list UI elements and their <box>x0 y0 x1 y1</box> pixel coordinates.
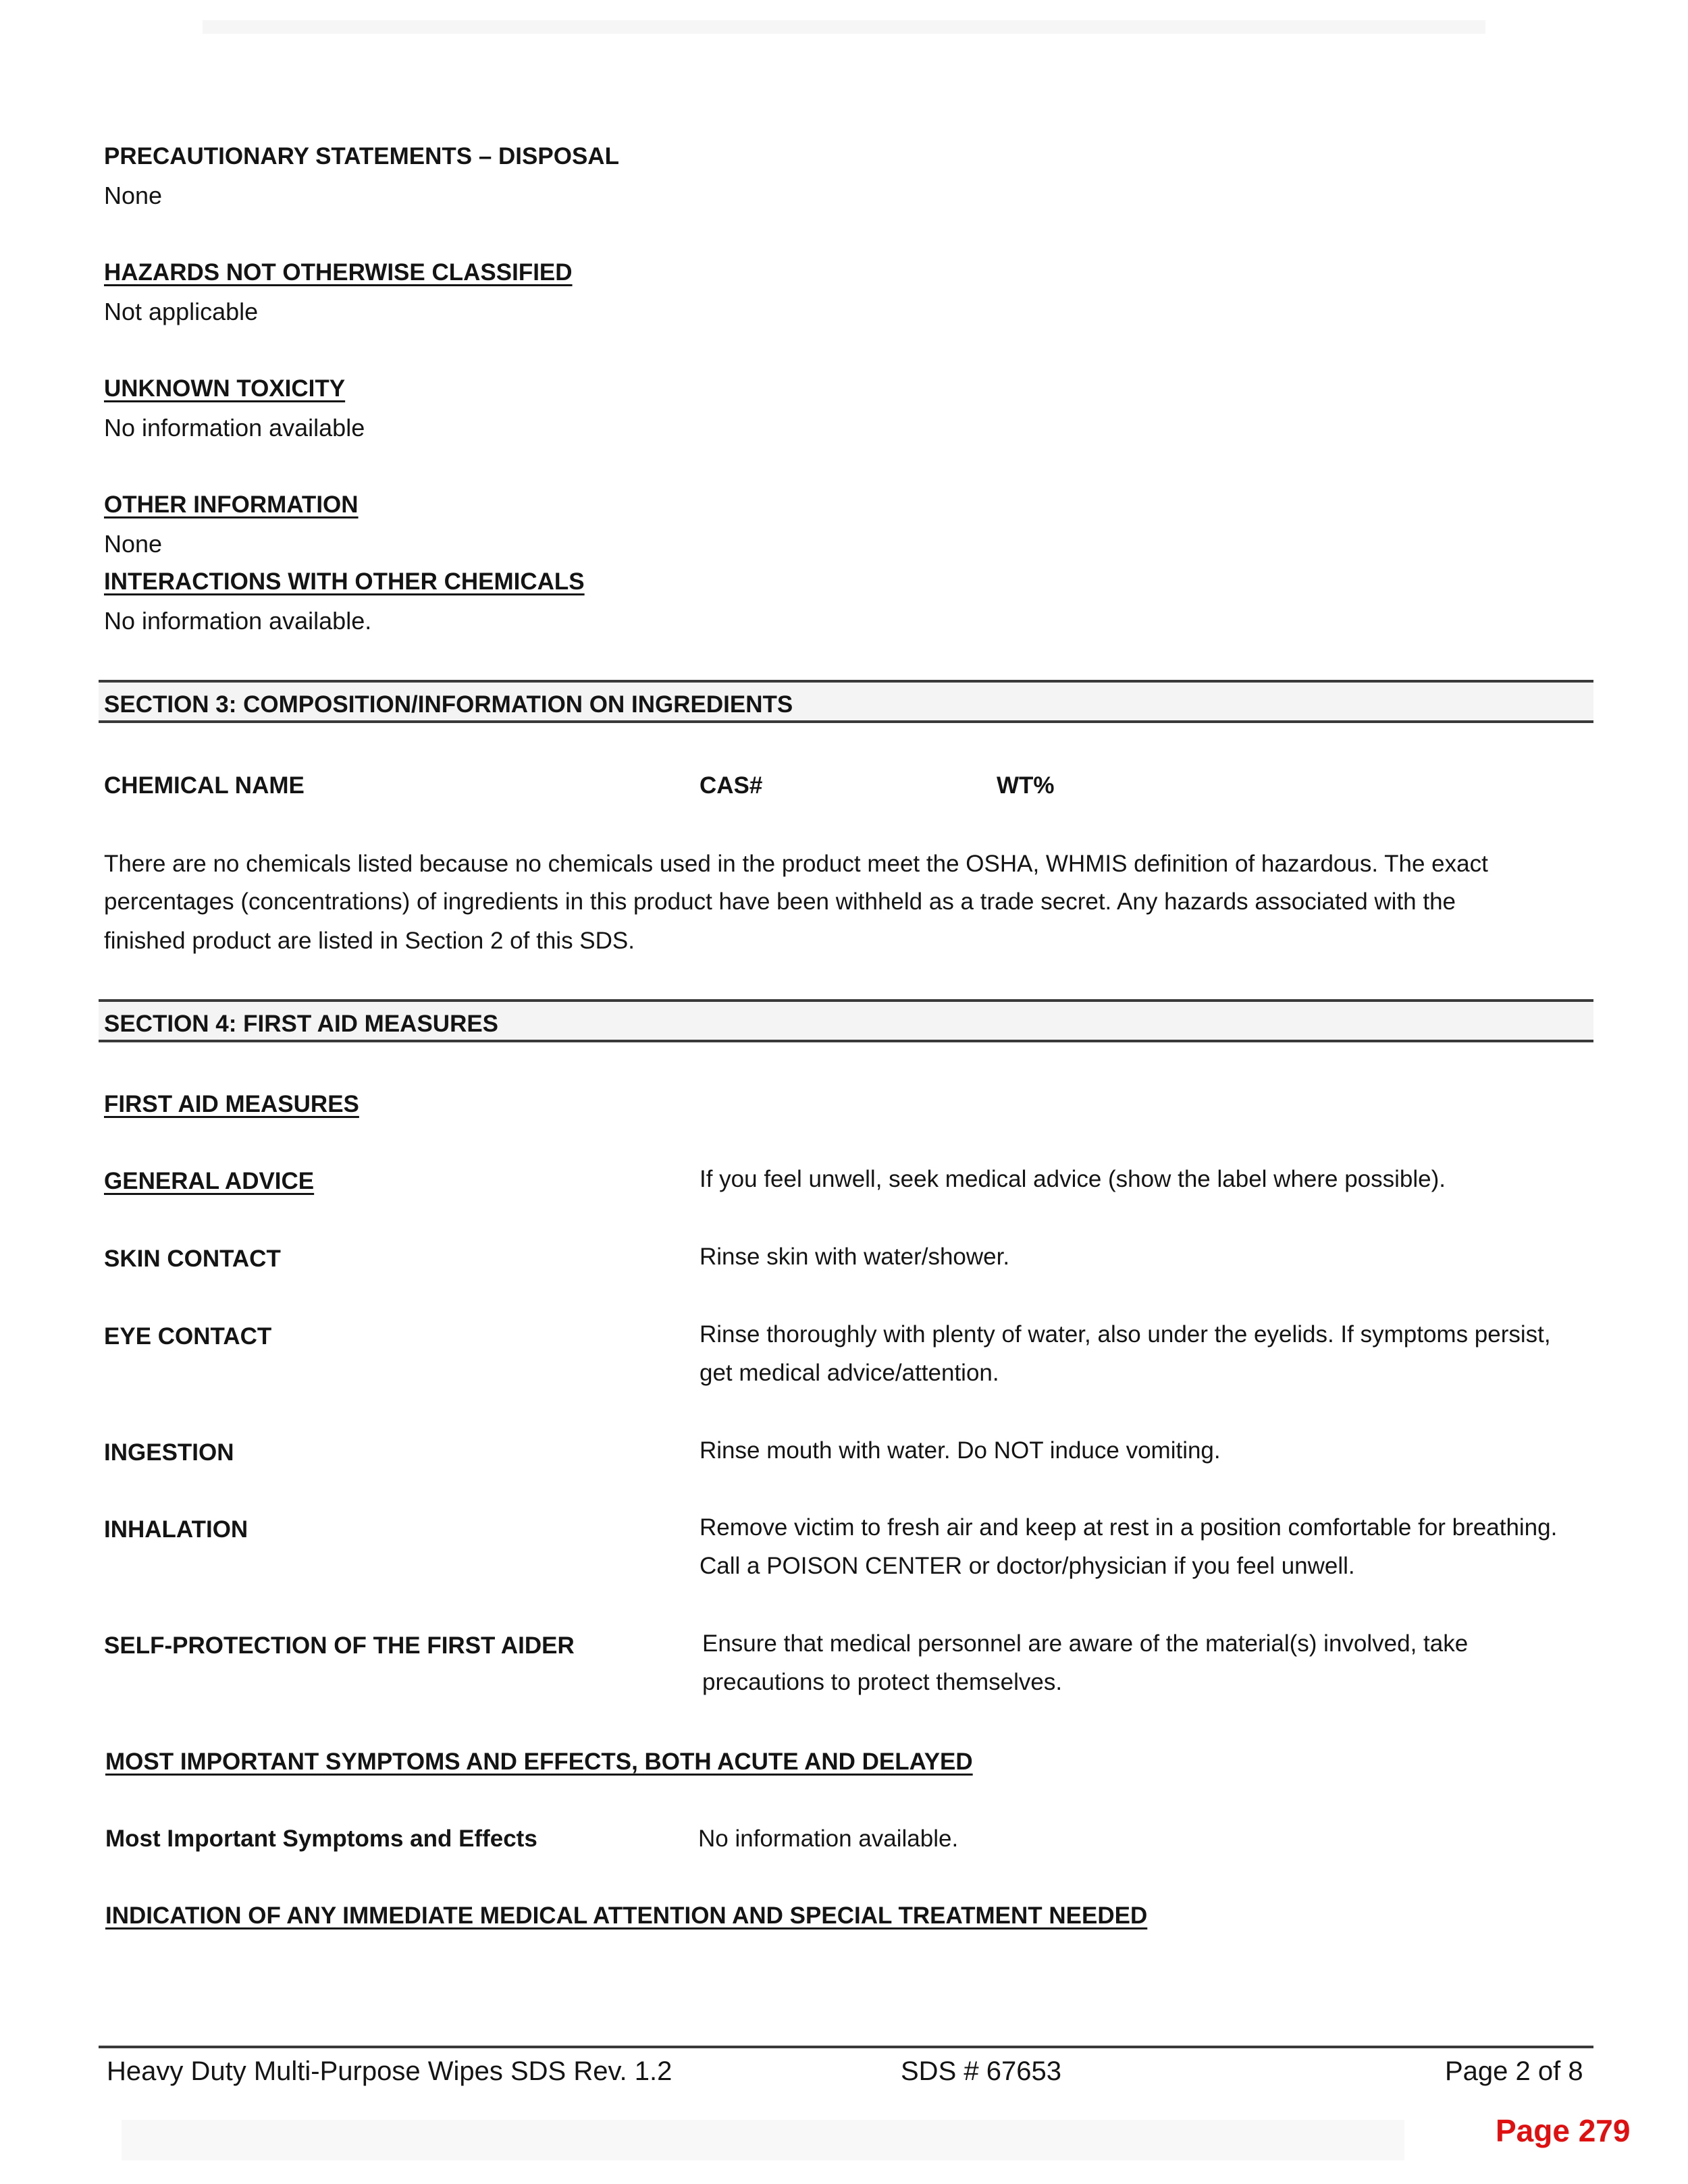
general-advice-text: If you feel unwell, seek medical advice (show the label where possible). <box>700 1166 1446 1192</box>
symptoms-label: Most Important Symptoms and Effects <box>105 1826 537 1852</box>
eye-contact-text: Rinse thoroughly with plenty of water, also under the eyelids. If symptoms persist, get medical advice/attention. <box>700 1321 1551 1386</box>
unknown-toxicity-heading: UNKNOWN TOXICITY <box>104 375 346 402</box>
ingestion-label: INGESTION <box>104 1439 234 1466</box>
eye-contact-label: EYE CONTACT <box>104 1323 272 1350</box>
symptoms-heading: MOST IMPORTANT SYMPTOMS AND EFFECTS, BOTH ACUTE AND DELAYED <box>105 1749 973 1775</box>
skin-contact-text: Rinse skin with water/shower. <box>700 1244 1010 1270</box>
immediate-attention-heading: INDICATION OF ANY IMMEDIATE MEDICAL ATTENTION AND SPECIAL TREATMENT NEEDED <box>105 1902 1148 1929</box>
interactions-value: No information available. <box>104 607 372 635</box>
section-3-title: SECTION 3: COMPOSITION/INFORMATION ON INGREDIENTS <box>104 691 793 718</box>
other-information-heading: OTHER INFORMATION <box>104 491 359 518</box>
column-wt-percent: WT% <box>997 772 1055 799</box>
hnoc-value: Not applicable <box>104 298 259 325</box>
section-4-header <box>99 999 1593 1042</box>
inhalation-label: INHALATION <box>104 1516 248 1543</box>
section-3-header <box>99 680 1593 723</box>
skin-contact-label: SKIN CONTACT <box>104 1246 281 1272</box>
symptoms-value: No information available. <box>698 1826 959 1852</box>
other-information-value: None <box>104 530 163 558</box>
composition-paragraph-line-2: percentages (concentrations) of ingredients in this product have been withheld as a trade secret. Any hazards associated with the <box>104 888 1456 915</box>
section-4-title: SECTION 4: FIRST AID MEASURES <box>104 1011 499 1037</box>
composition-paragraph-line-1: There are no chemicals listed because no chemicals used in the product meet the OSHA, WHMIS definition of hazardous. The exact <box>104 851 1488 877</box>
hnoc-heading: HAZARDS NOT OTHERWISE CLASSIFIED <box>104 259 573 286</box>
disposal-heading: PRECAUTIONARY STATEMENTS – DISPOSAL <box>104 143 619 169</box>
footer-page-of: Page 2 of 8 <box>1445 2056 1583 2086</box>
ingestion-text: Rinse mouth with water. Do NOT induce vomiting. <box>700 1437 1221 1464</box>
disposal-value: None <box>104 182 163 209</box>
inhalation-text: Remove victim to fresh air and keep at rest in a position comfortable for breathing. Call a POISON CENTER or doctor/physician if you feel unwell. <box>700 1514 1558 1579</box>
footer-sds-number: SDS # 67653 <box>901 2056 1061 2086</box>
self-protection-text: Ensure that medical personnel are aware of the material(s) involved, take precautions to protect themselves. <box>702 1630 1469 1695</box>
column-chemical-name: CHEMICAL NAME <box>104 772 305 799</box>
composition-paragraph-line-3: finished product are listed in Section 2 of this SDS. <box>104 928 635 954</box>
first-aid-subheading: FIRST AID MEASURES <box>104 1091 359 1117</box>
interactions-heading: INTERACTIONS WITH OTHER CHEMICALS <box>104 568 585 595</box>
general-advice-label: GENERAL ADVICE <box>104 1168 315 1194</box>
footer-rule <box>99 2046 1593 2048</box>
column-cas: CAS# <box>700 772 763 799</box>
unknown-toxicity-value: No information available <box>104 414 365 442</box>
footer-doc-title: Heavy Duty Multi-Purpose Wipes SDS Rev. 1.2 <box>107 2056 672 2086</box>
self-protection-label: SELF-PROTECTION OF THE FIRST AIDER <box>104 1632 575 1659</box>
scan-noise-top <box>203 20 1485 34</box>
page-stamp: Page 279 <box>1496 2113 1631 2148</box>
scan-noise-bottom <box>122 2120 1404 2160</box>
